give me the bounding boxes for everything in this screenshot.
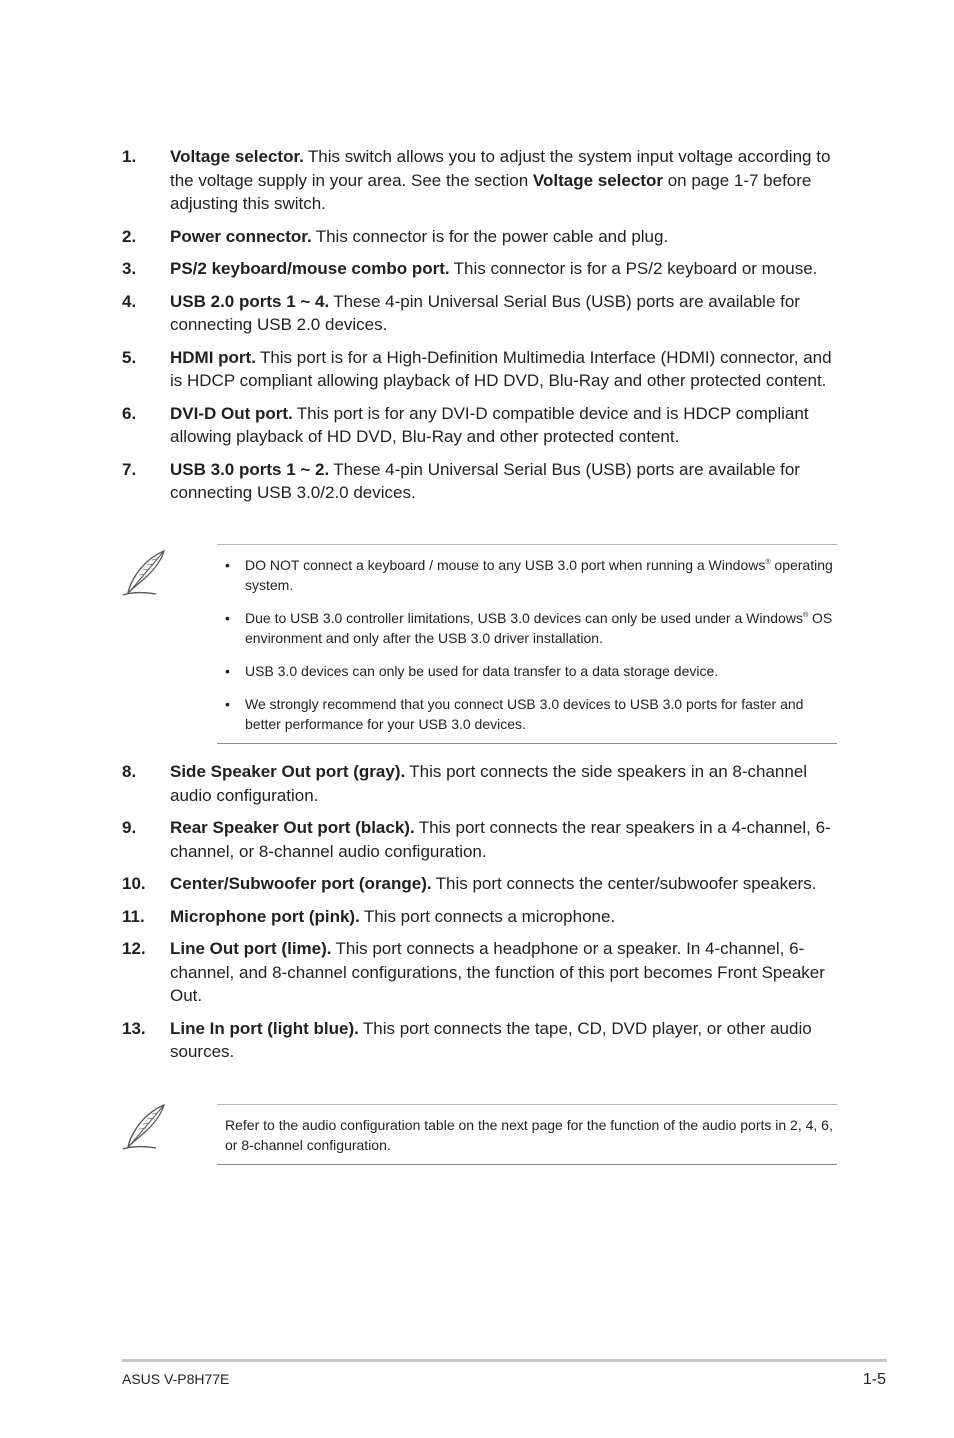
item-number: 8. [122,762,137,781]
note-bullet [217,555,837,595]
note-box [217,544,837,744]
list-item [122,346,842,393]
list-item [122,145,842,216]
bullet-text: DO NOT connect a keyboard / mouse to any USB 3.0 port when running a Windows [245,557,766,573]
item-title: Center/Subwoofer port (orange). [170,874,432,893]
bullet-dot: • [225,610,230,626]
item-title: Side Speaker Out port (gray). [170,762,406,781]
bullet-text: Due to USB 3.0 controller limitations, USB 3.0 devices can only be used under a Windows [245,610,803,626]
item-text: This port connects a microphone. [363,906,616,926]
bullet-dot: • [225,557,230,573]
item-text: These 4-pin Universal Serial Bus (USB) ports are available for connecting USB 2.0 devices. [170,291,800,334]
item-text: This port connects the side speakers in an 8-channel audio configuration. [170,762,808,805]
list-item [122,816,842,863]
list-item [122,937,842,1008]
list-item [122,225,842,249]
item-number: 2. [122,226,137,246]
item-title: HDMI port. [170,347,256,367]
list-item [122,402,842,449]
registered-mark: ® [802,612,809,619]
item-title: Microphone port (pink). [170,906,360,926]
quill-note-icon [120,548,170,598]
note-bullet [217,661,837,681]
item-text: This port connects the rear speakers in a 4-channel, 6-channel, or 8-channel audio configuration. [170,818,831,861]
item-title: Voltage selector. [170,147,304,166]
item-text-bold: Voltage selector [532,170,663,190]
item-list-1 [122,145,842,505]
bullet-text: operating system. [245,557,833,593]
list-item [122,905,842,929]
note-bullet [217,694,837,734]
item-number: 11. [122,906,145,926]
bullet-dot: • [225,663,230,679]
item-title: PS/2 keyboard/mouse combo port. [170,259,450,278]
note-box [217,1104,837,1165]
item-number: 3. [122,259,137,278]
item-text: This port connects the tape, CD, DVD player, or other audio sources. [170,1018,812,1061]
note-text: Refer to the audio configuration table on the next page for the function of the audio ports in 2, 4, 6, or 8-channel configuration. [225,1117,833,1153]
list-item [122,458,842,505]
item-text: This switch allows you to adjust the system input voltage according to the voltage supply in your area. See the section [170,147,831,190]
item-number: 10. [122,874,146,893]
footer-product: ASUS V-P8H77E [122,1371,230,1387]
item-text: on page 1-7 before adjusting this switch. [170,170,812,213]
bullet-dot: • [225,696,230,712]
item-text: This port is for any DVI-D compatible device and is HDCP compliant allowing playback of HD DVD, Blu-Ray and other protected content. [170,403,809,446]
item-title: Rear Speaker Out port (black). [170,818,415,837]
item-title: USB 2.0 ports 1 ~ 4. [170,291,330,311]
item-number: 1. [122,147,137,166]
item-title: USB 3.0 ports 1 ~ 2. [170,459,330,479]
item-list-2 [122,760,842,1064]
footer-divider [122,1359,887,1362]
item-text: These 4-pin Universal Serial Bus (USB) ports are available for connecting USB 3.0/2.0 devices. [170,459,800,502]
item-number: 9. [122,818,137,837]
bullet-text: USB 3.0 devices can only be used for data transfer to a data storage device. [245,663,719,679]
list-item [122,290,842,337]
list-item [122,760,842,807]
item-text: This port is for a High-Definition Multimedia Interface (HDMI) connector, and is HDCP compliant allowing playback of HD DVD, Blu-Ray and other protected content. [170,347,832,390]
item-text: This port connects a headphone or a speaker. In 4-channel, 6-channel, and 8-channel configurations, the function of this port becomes Front Speaker Out. [170,939,825,1005]
quill-note-icon [120,1102,170,1152]
list-item [122,1017,842,1064]
item-number: 7. [122,459,137,479]
item-title: Line In port (light blue). [170,1018,359,1038]
note-bullet [217,608,837,648]
list-item [122,257,842,281]
bullet-text: OS environment and only after the USB 3.0 driver installation. [245,610,833,646]
item-number: 6. [122,403,137,423]
page-number: 1-5 [862,1371,886,1388]
item-title: Line Out port (lime). [170,939,332,958]
item-number: 13. [122,1018,146,1038]
item-title: Power connector. [170,226,312,246]
item-title: DVI-D Out port. [170,403,293,423]
item-text: This connector is for the power cable and plug. [315,226,669,246]
bullet-text: We strongly recommend that you connect USB 3.0 devices to USB 3.0 ports for faster and better performance for your USB 3.0 devices. [245,696,804,732]
item-number: 4. [122,291,137,311]
item-number: 5. [122,347,137,367]
list-item [122,872,842,896]
registered-mark: ® [765,559,771,566]
item-text: This port connects the center/subwoofer speakers. [435,874,817,893]
item-text: This connector is for a PS/2 keyboard or mouse. [453,259,818,278]
item-number: 12. [122,939,146,958]
